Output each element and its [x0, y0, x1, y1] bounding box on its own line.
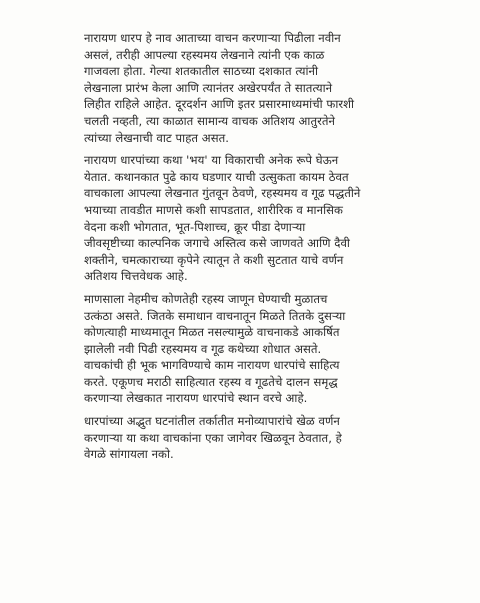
text-line: त्यांच्या लेखनाची वाट पाहत असत.	[84, 130, 229, 145]
paragraph-3	[84, 291, 458, 407]
text-line: वाचकांची ही भूक भागविण्याचे काम नारायण धारपांचे साहित्य	[84, 358, 340, 373]
text-line: झालेली नवी पिढी रहस्यमय व गूढ कथेच्या शोधात असते.	[84, 341, 322, 356]
text-line: धारपांच्या अद्भुत घटनांतील तर्कातीत मनोव्यापारांचे खेळ वर्णन	[84, 414, 340, 429]
text-line: लेखनाला प्रारंभ केला आणि त्यानंतर अखेरपर्यंत ते सातत्याने	[84, 80, 333, 95]
text-line: वेदना कशी भोगतात, भूत-पिशाच्च, क्रूर पीडा देणाऱ्या	[84, 219, 306, 234]
paragraph-4	[84, 413, 458, 463]
text-line: भयाच्या तावडीत माणसे कशी सापडतात, शारीरिक व मानसिक	[84, 202, 343, 217]
text-line: अतिशय चित्तवेधक आहे.	[84, 269, 188, 284]
text-line: लिहीत राहिले आहेत. दूरदर्शन आणि इतर प्रसारमाध्यमांची फारशी	[84, 97, 355, 112]
text-line: वेगळे सांगायला नको.	[84, 447, 174, 462]
text-line: कोणत्याही माध्यमातून मिळत नसल्यामुळे वाचनाकडे आकर्षित	[84, 325, 340, 340]
text-line: वाचकाला आपल्या लेखनात गुंतवून ठेवणे, रहस्यमय व गूढ पद्धतीने	[84, 186, 361, 201]
text-line: असलं, तरीही आपल्या रहस्यमय लेखनाने त्यांनी एक काळ	[84, 47, 325, 62]
text-line: जीवसृष्टीच्या काल्पनिक जगाचे अस्तित्व कसे जाणवते आणि दैवी	[84, 236, 350, 251]
text-line: चलती नव्हती, त्या काळात सामान्य वाचक अतिशय आतुरतेने	[84, 113, 336, 128]
text-line: नारायण धारप हे नाव आताच्या वाचन करणाऱ्या पिढीला नवीन	[84, 31, 341, 45]
text-line: करणाऱ्या या कथा वाचकांना एका जागेवर खिळवून ठेवतात, हे	[84, 430, 342, 445]
text-line: येतात. कथानकात पुढे काय घडणार याची उत्सुकता कायम ठेवत	[84, 169, 349, 184]
body-text	[84, 30, 458, 463]
text-line: उत्कंठा असते. जितके समाधान वाचनातून मिळते तितके दुसऱ्या	[84, 308, 346, 323]
text-line: गाजवला होता. गेल्या शतकातील साठच्या दशकात त्यांनी	[84, 64, 319, 79]
text-line: करते. एकूणच मराठी साहित्यात रहस्य व गूढतेचे दालन समृद्ध	[84, 374, 338, 389]
paragraph-2	[84, 152, 458, 285]
text-line: करणाऱ्या लेखकात नारायण धारपांचे स्थान वरचे आहे.	[84, 391, 308, 406]
text-line: नारायण धारपांच्या कथा 'भय' या विकाराची अनेक रूपे घेऊन	[84, 153, 339, 168]
text-line: शक्तीने, चमत्काराच्या कृपेने त्यातून ते कशी सुटतात याचे वर्णन	[84, 252, 344, 267]
paragraph-1	[84, 30, 458, 146]
text-line: माणसाला नेहमीच कोणतेही रहस्य जाणून घेण्याची मुळातच	[84, 291, 328, 306]
